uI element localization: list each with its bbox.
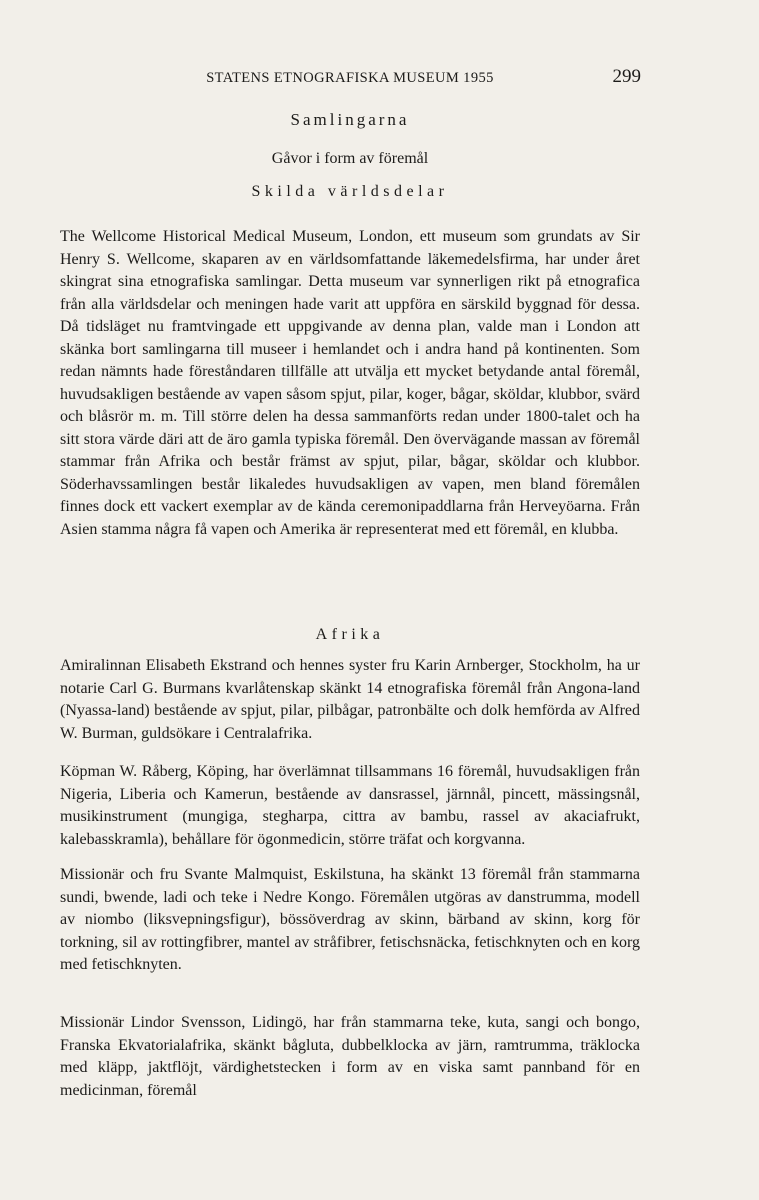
page-number: 299: [612, 66, 641, 87]
paragraph-wellcome: The Wellcome Historical Medical Museum, London, ett museum som grundats av Sir Henry S. Wellcome, skaparen av en världsomfattande läkemedelsfirma, har under året skingrat sina etnografiska samlingar. Detta museum var synnerligen rikt på etnografica från alla världsdelar och meningen hade varit att uppföra en särskild byggnad för dessa. Då tidsläget nu framtvingade ett uppgivande av denna plan, valde man i London att skänka bort samlingarna till museer i hemlandet och i andra hand på kontinenten. Som redan nämnts hade föreståndaren tillfälle att utvälja ett mycket betydande antal föremål, huvudsakligen bestående av vapen såsom spjut, pilar, koger, bågar, sköldar, klubbor, svärd och blåsrör m. m. Till större delen ha dessa sammanförts redan under 1800-talet och ha sitt stora värde däri att de äro gamla typiska föremål. Den övervägande massan av föremål stammar från Afrika och består främst av spjut, pilar, bågar, sköldar och klubbor. Söderhavssamlingen består likaledes huvudsakligen av vapen, men bland föremålen finnes dock ett vackert exemplar av de kända ceremonipaddlarna från Herveyöarna. Från Asien stamma några få vapen och Amerika är representerat med ett föremål, en klubba.: [60, 228, 640, 538]
subsection-heading: Gåvor i form av föremål: [271, 150, 429, 167]
paragraph-ekstrand: Amiralinnan Elisabeth Ekstrand och hennes syster fru Karin Arnberger, Stockholm, ha ur notarie Carl G. Burmans kvarlåtenskap skänkt 14 etnografiska föremål från Angona-land (Nyassa-land) bestående av spjut, pilar, pilbågar, patronbälte och dolk hemförda av Alfred W. Burman, guldsökare i Centralafrika.: [60, 657, 640, 742]
world-parts-heading: Skilda världsdelar: [251, 183, 449, 200]
paragraph-malmquist: Missionär och fru Svante Malmquist, Eskilstuna, ha skänkt 13 föremål från stammarna sundi, bwende, ladi och teke i Nedre Kongo. Föremålen utgöras av danstrumma, modell av niombo (liksvepningsfigur), bössöverdrag av skinn, bärband av skinn, korg för torkning, sil av rottingfibrer, mantel av stråfibrer, fetischsnäcka, fetischknyten och en korg med fetischknyten.: [60, 866, 640, 973]
africa-heading: Afrika: [315, 626, 385, 643]
paragraph-raberg: Köpman W. Råberg, Köping, har överlämnat tillsammans 16 föremål, huvudsakligen från Nigeria, Liberia och Kamerun, bestående av dansrassel, järnnål, pincett, mässingsnål, musikinstrument (mungiga, stegharpa, cittra av bambu, rassel av akaciafrukt, kalebasskramla), behållare för ögonmedicin, större träfat och korgvanna.: [60, 763, 640, 848]
section-heading: Samlingarna: [290, 110, 410, 129]
paragraph-svensson: Missionär Lindor Svensson, Lidingö, har från stammarna teke, kuta, sangi och bongo, Franska Ekvatorialafrika, skänkt bågluta, dubbelklocka av järn, ramtrumma, träklocka med kläpp, jaktflöjt, värdighetstecken i form av en viska samt pannband för en medicinman, föremål: [60, 1014, 640, 1099]
running-head: STATENS ETNOGRAFISKA MUSEUM 1955: [206, 70, 494, 86]
